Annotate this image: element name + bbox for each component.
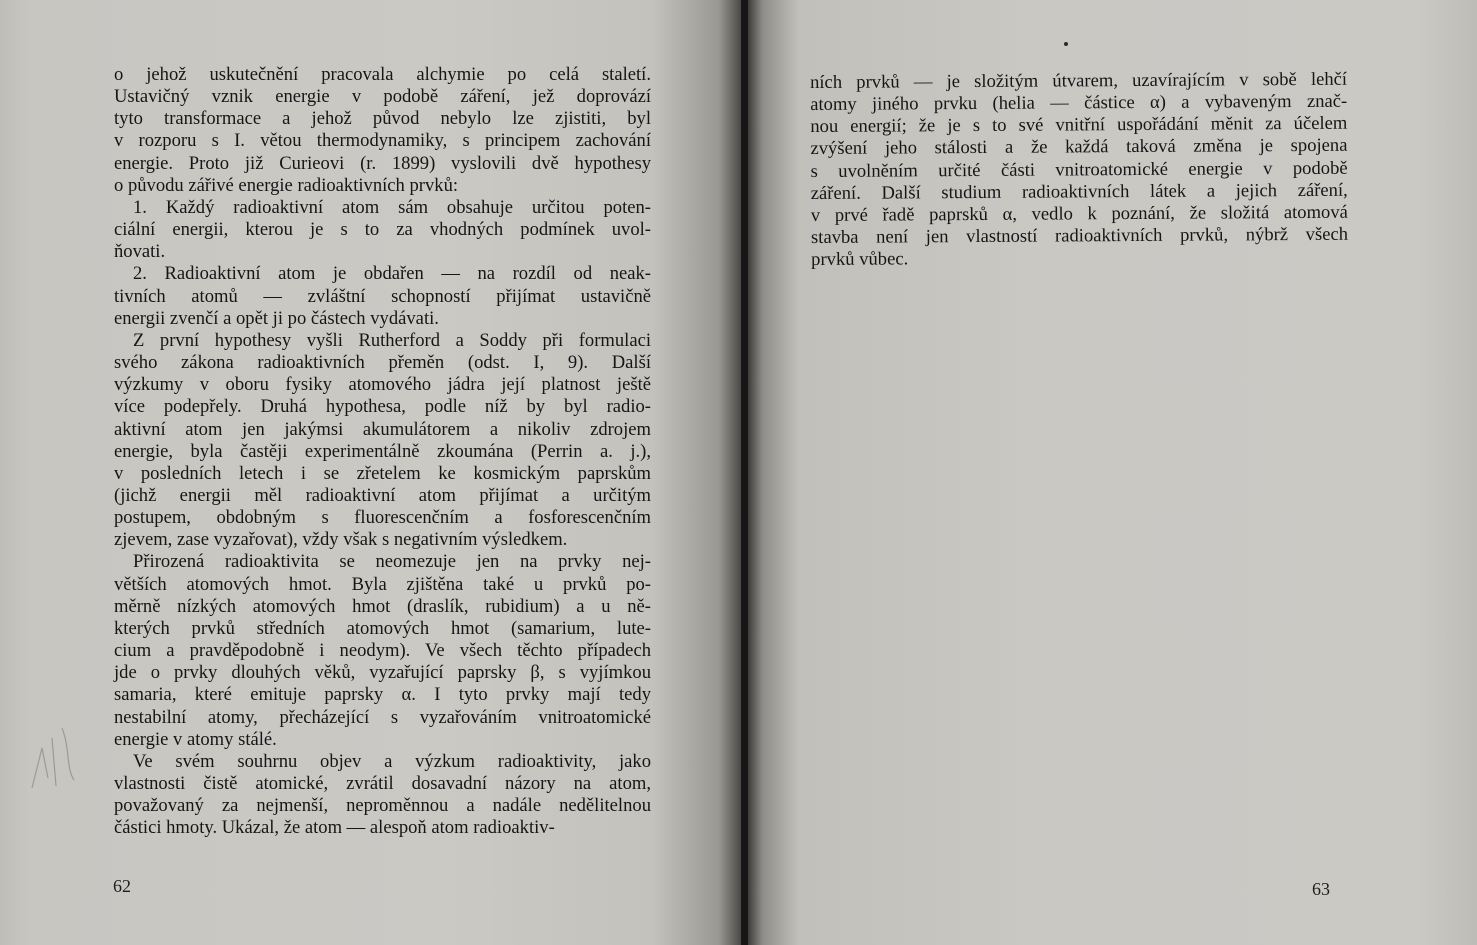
text-line: Přirozená radioaktivita se neomezuje jen na prvky nej- <box>133 551 651 573</box>
text-line: energii zvenčí a opět ji po částech vydávati. <box>114 307 439 329</box>
text-line: tivních atomů — zvláštní schopností přijímat ustavičně <box>114 285 651 307</box>
text-line: větších atomových hmot. Byla zjištěna také u prvků po- <box>114 573 651 595</box>
text-line: prvků vůbec. <box>811 248 909 271</box>
text-line: postupem, obdobným s fluorescenčním a fosforescenčním <box>114 507 651 529</box>
text-line: ních prvků — je složitým útvarem, uzavírajícím v sobě lehčí <box>810 68 1348 93</box>
paragraph-5 <box>114 551 651 750</box>
text-line: zjevem, zase vyzařovat), vždy však s negativním výsledkem. <box>114 529 568 551</box>
text-line: tyto transformace a jehož původ nebylo lze zjistiti, byl <box>114 108 651 130</box>
right-page <box>748 0 1477 945</box>
text-line: ciální energii, kterou je s to za vhodných podmínek uvol- <box>114 219 651 241</box>
text-line: energie, byla častěji experimentálně zkoumána (Perrin a. j.), <box>114 440 651 462</box>
text-line: energie. Proto již Curieovi (r. 1899) vyslovili dvě hypothesy <box>114 152 651 174</box>
text-line: energie v atomy stálé. <box>114 728 277 750</box>
page-number-left: 62 <box>113 876 131 896</box>
text-line: v posledních letech i se zřetelem ke kosmickým paprskům <box>114 462 651 484</box>
right-page-text <box>810 69 1348 272</box>
pencil-scribble <box>22 708 112 798</box>
text-line: v rozporu s I. větou thermodynamiky, s principem zachování <box>114 130 651 152</box>
book-gutter <box>741 0 748 945</box>
paragraph-1 <box>810 69 1348 272</box>
paragraph-6 <box>114 751 651 840</box>
text-line: cium a pravděpodobně i neodym). Ve všech těchto případech <box>114 640 651 662</box>
text-line: zvýšení jeho stálosti a že každá taková změna je spojena <box>810 135 1348 160</box>
text-line: v prvé řadě paprsků α, vedlo k poznání, že složitá atomová <box>810 201 1348 226</box>
text-line: aktivní atom jen jakýmsi akumulátorem a nikoliv zdrojem <box>114 418 651 440</box>
text-line: ňovati. <box>114 241 166 263</box>
text-line: záření. Další studium radioaktivních látek a jejich záření, <box>810 179 1348 204</box>
text-line: stavba není jen vlastností radioaktivních prvků, nýbrž všech <box>810 223 1349 249</box>
text-line: výzkumy v oboru fysiky atomového jádra její platnost ještě <box>114 374 651 396</box>
text-line: částici hmoty. Ukázal, že atom — alespoň atom radioaktiv- <box>114 817 555 839</box>
text-line: nou energií; že je s to své vnitřní uspořádání měnit za účelem <box>810 113 1348 138</box>
text-line: jde o prvky dlouhých věků, vyzařující paprsky β, s vyjímkou <box>114 662 651 684</box>
paragraph-3 <box>114 263 651 329</box>
text-line: atomy jiného prvku (helia — částice α) a vybaveným znač- <box>810 90 1348 116</box>
text-line: samaria, které emituje paprsky α. I tyto prvky mají tedy <box>114 684 651 706</box>
left-page-text <box>114 64 651 839</box>
text-line: Ve svém souhrnu objev a výzkum radioaktivity, jako <box>133 750 651 772</box>
page-number-right: 63 <box>1312 879 1330 899</box>
text-line: 2. Radioaktivní atom je obdařen — na rozdíl od neak- <box>133 263 651 285</box>
paragraph-1 <box>114 64 651 197</box>
text-line: nestabilní atomy, přecházející s vyzařováním vnitroatomické <box>114 706 651 728</box>
text-line: vlastnosti čistě atomické, zvrátil dosavadní názory na atom, <box>114 773 651 794</box>
text-line: Z první hypothesy vyšli Rutherford a Soddy při formulaci <box>133 329 651 351</box>
text-line: o původu zářivé energie radioaktivních prvků: <box>114 174 459 196</box>
text-line: kterých prvků středních atomových hmot (samarium, lute- <box>114 617 651 639</box>
text-line: 1. Každý radioaktivní atom sám obsahuje určitou poten- <box>133 196 651 218</box>
text-line: o jehož uskutečnění pracovala alchymie po celá staletí. <box>114 64 651 85</box>
text-line: svého zákona radioaktivních přeměn (odst. I, 9). Další <box>114 352 651 374</box>
text-line: považovaný za nejmenší, neproměnnou a nadále nedělitelnou <box>114 795 651 817</box>
text-line: více podepřely. Druhá hypothesa, podle níž by byl radio- <box>114 396 651 418</box>
text-line: s uvolněním určité části vnitroatomické energie v podobě <box>810 157 1348 182</box>
text-line: měrně nízkých atomových hmot (draslík, rubidium) a u ně- <box>114 595 651 617</box>
text-line: Ustavičný vznik energie v podobě záření, jež doprovází <box>114 86 651 108</box>
paragraph-2 <box>114 197 651 263</box>
paragraph-4 <box>114 330 651 552</box>
text-line: (jichž energii měl radioaktivní atom přijímat a určitým <box>114 484 651 506</box>
ink-speck <box>1064 42 1068 46</box>
